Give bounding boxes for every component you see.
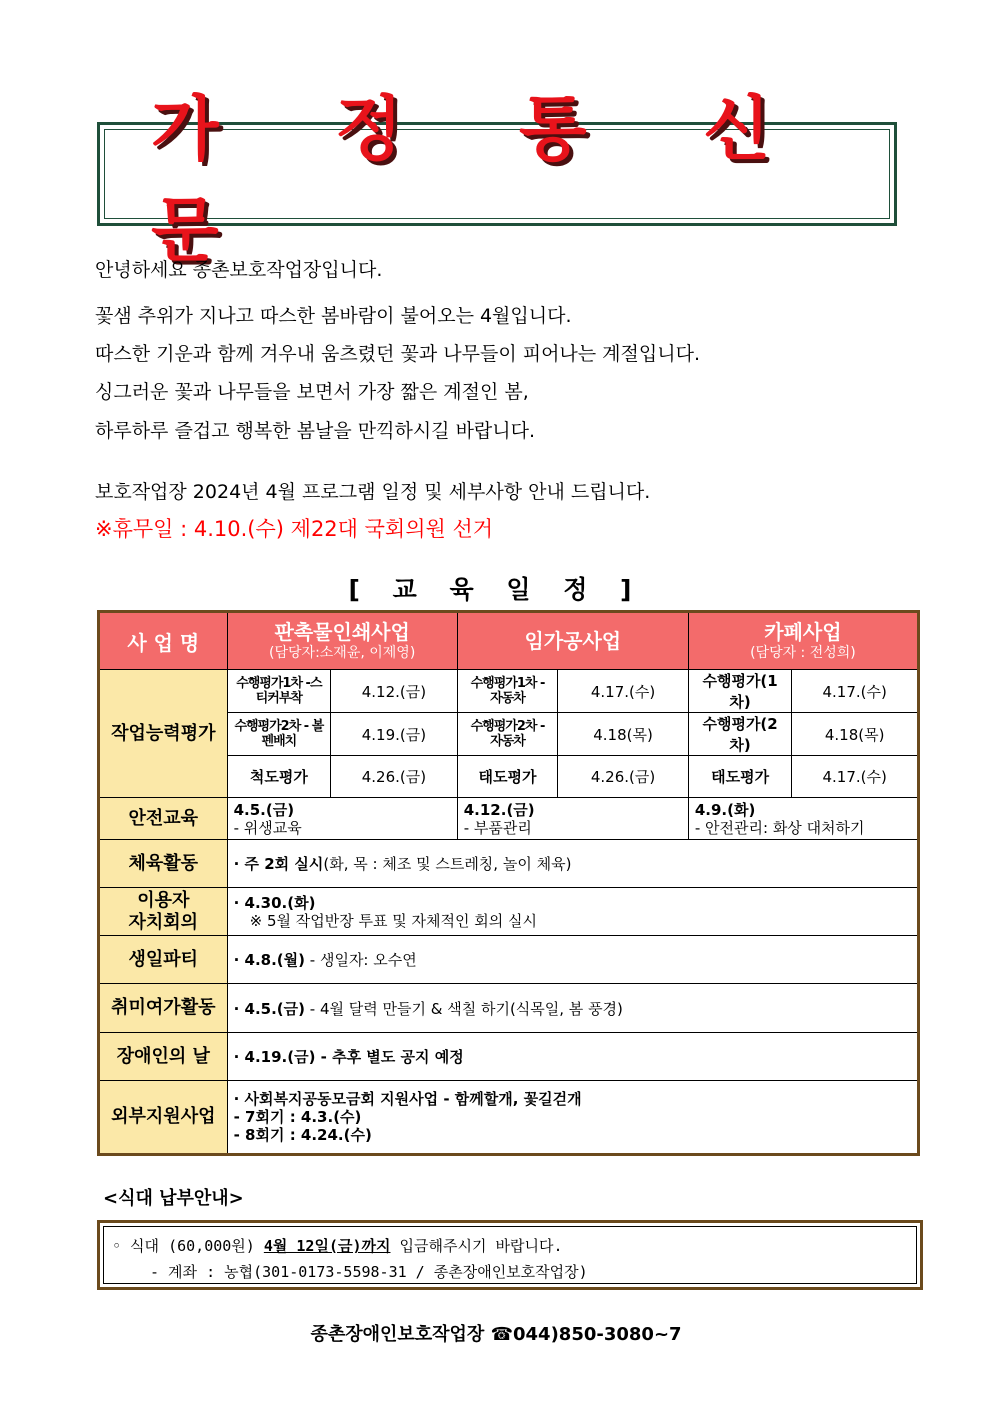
cell: 척도평가 <box>227 756 331 798</box>
row-head-disabled-day: 장애인의 날 <box>99 1033 228 1081</box>
table-header-row <box>99 612 919 670</box>
row-head-birthday: 생일파티 <box>99 936 228 984</box>
footer-contact: 종촌장애인보호작업장 ☎044)850-3080~7 <box>310 1324 682 1345</box>
cell: 4.17.(수) <box>792 670 919 713</box>
table-row <box>99 1081 919 1155</box>
cell: 수행평가1차 -스티커부착 <box>227 670 331 713</box>
meal-box <box>97 1220 923 1290</box>
cell: · 4.30.(화) ※ 5월 작업반장 투표 및 자체적인 회의 실시 <box>227 888 918 936</box>
table-row <box>99 670 919 713</box>
cell: 4.17.(수) <box>558 670 689 713</box>
cell: · 4.19.(금) - 추후 별도 공지 예정 <box>227 1033 918 1081</box>
cell: 4.18(목) <box>792 713 919 756</box>
table-row <box>99 798 919 840</box>
intro-line-1: 안녕하세요 종촌보호작업장입니다. <box>95 259 383 281</box>
cell: 수행평가2차 - 자동차 <box>457 713 557 756</box>
intro-line-6: 보호작업장 2024년 4월 프로그램 일정 및 세부사항 안내 드립니다. <box>95 481 651 503</box>
header-printing: 판촉물인쇄사업 (담당자:소재윤, 이제영) <box>227 612 457 670</box>
header-cafe: 카페사업 (담당자 : 전성희) <box>688 612 918 670</box>
holiday-notice: ※휴무일 : 4.10.(수) 제22대 국회의원 선거 <box>95 517 494 541</box>
meal-inner <box>103 1226 917 1284</box>
cell: 4.12.(금) <box>331 670 458 713</box>
cell: · 4.8.(월) - 생일자: 오수연 <box>227 936 918 984</box>
row-head-sports: 체육활동 <box>99 840 228 888</box>
meal-line-2: - 계좌 : 농협(301-0173-5598-31 / 종촌장애인보호작업장) <box>150 1263 588 1281</box>
row-head-council: 이용자 자치회의 <box>99 888 228 936</box>
intro-line-2: 꽃샘 추위가 지나고 따스한 봄바람이 불어오는 4월입니다. <box>95 305 572 327</box>
cell: · 사회복지공동모금회 지원사업 - 함께할개, 꽃길걷개 - 7회기 : 4.3.(수) - 8회기 : 4.24.(수) <box>227 1081 918 1155</box>
cell: 4.12.(금) - 부품관리 <box>457 798 688 840</box>
table-row <box>99 840 919 888</box>
cell: 4.26.(금) <box>331 756 458 798</box>
intro-line-3: 따스한 기운과 함께 겨우내 움츠렸던 꽃과 나무들이 피어나는 계절입니다. <box>95 343 700 365</box>
cell: 4.26.(금) <box>558 756 689 798</box>
cell: 수행평가1차 - 자동차 <box>457 670 557 713</box>
cell: 4.5.(금) - 위생교육 <box>227 798 457 840</box>
cell: 4.18(목) <box>558 713 689 756</box>
cell: · 주 2회 실시(화, 목 : 체조 및 스트레칭, 놀이 체육) <box>227 840 918 888</box>
row-head-hobby: 취미여가활동 <box>99 984 228 1033</box>
row-head-safety: 안전교육 <box>99 798 228 840</box>
cell: 4.19.(금) <box>331 713 458 756</box>
cell: 수행평가(2차) <box>688 713 792 756</box>
intro-line-4: 싱그러운 꽃과 나무들을 보면서 가장 짧은 계절인 봄, <box>95 381 529 403</box>
cell: 수행평가(1차) <box>688 670 792 713</box>
table-row <box>99 984 919 1033</box>
table-row <box>99 888 919 936</box>
header-business-name: 사 업 명 <box>99 612 228 670</box>
row-head-external: 외부지원사업 <box>99 1081 228 1155</box>
section-title: [ 교 육 일 정 ] <box>348 575 644 604</box>
cell: 4.17.(수) <box>792 756 919 798</box>
schedule-table <box>97 610 920 1156</box>
cell: 수행평가2차 - 볼펜배치 <box>227 713 331 756</box>
table-row <box>99 1033 919 1081</box>
header-assembly: 임가공사업 <box>457 612 688 670</box>
cell: 4.9.(화) - 안전관리: 화상 대처하기 <box>688 798 918 840</box>
meal-title: <식대 납부안내> <box>103 1188 244 1209</box>
cell: 태도평가 <box>457 756 557 798</box>
intro-line-5: 하루하루 즐겁고 행복한 봄날을 만끽하시길 바랍니다. <box>95 420 536 442</box>
page-title: 가 정 통 신 문 <box>151 88 817 271</box>
cell: 태도평가 <box>688 756 792 798</box>
cell: · 4.5.(금) - 4월 달력 만들기 & 색칠 하기(식목일, 봄 풍경) <box>227 984 918 1033</box>
table-row <box>99 936 919 984</box>
row-head-ability: 작업능력평가 <box>99 670 228 798</box>
meal-line-1: ◦ 식대 (60,000원) 4월 12일(금)까지 입금해주시기 바랍니다. <box>112 1237 563 1255</box>
